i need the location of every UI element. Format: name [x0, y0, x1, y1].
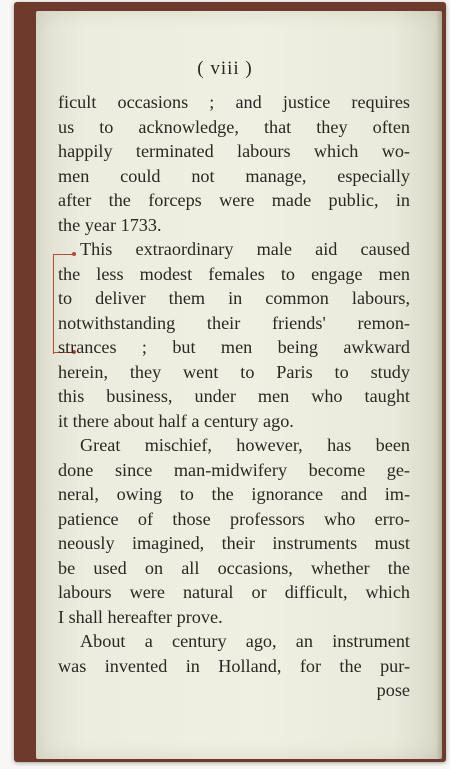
text-line: notwithstanding their friends' remon- [58, 312, 410, 333]
page-number: ( viii ) [197, 58, 253, 79]
text-line: Great mischief, however, has been [80, 435, 410, 455]
text-line: strances ; but men being awkward [58, 337, 410, 357]
text-line: labours were natural or difficult, which [58, 582, 410, 602]
text-line: was invented in Holland, for the pur- [58, 655, 410, 676]
text-line: be used on all occasions, whether the [58, 557, 410, 578]
text-line: it there about half a century ago. [58, 410, 294, 431]
text-line: I shall hereafter prove. [58, 606, 223, 627]
text-line: This extraordinary male aid caused [80, 239, 410, 259]
text-line: done since man-midwifery become ge- [58, 459, 410, 480]
text-line: patience of those professors who erro- [58, 508, 410, 529]
page-edge-shadow [436, 11, 442, 759]
text-line: neral, owing to the ignorance and im- [58, 484, 410, 504]
text-line: pose [376, 680, 410, 700]
text-line: to deliver them in common labours, [58, 288, 410, 308]
text-line: this business, under men who taught [58, 386, 410, 406]
text-line: ficult occasions ; and justice requires [58, 92, 410, 112]
text-line: us to acknowledge, that they often [58, 116, 410, 137]
body-text [58, 90, 410, 703]
text-line: the less modest females to engage men [58, 263, 410, 284]
text-line: after the forceps were made public, in [58, 190, 410, 210]
text-line: herein, they went to Paris to study [58, 361, 410, 382]
text-line: About a century ago, an instrument [80, 631, 410, 651]
text-line: men could not manage, especially [58, 165, 410, 186]
text-line: the year 1733. [58, 214, 162, 235]
text-line: neously imagined, their instruments must [58, 533, 410, 553]
text-line: happily terminated labours which wo- [58, 141, 410, 161]
